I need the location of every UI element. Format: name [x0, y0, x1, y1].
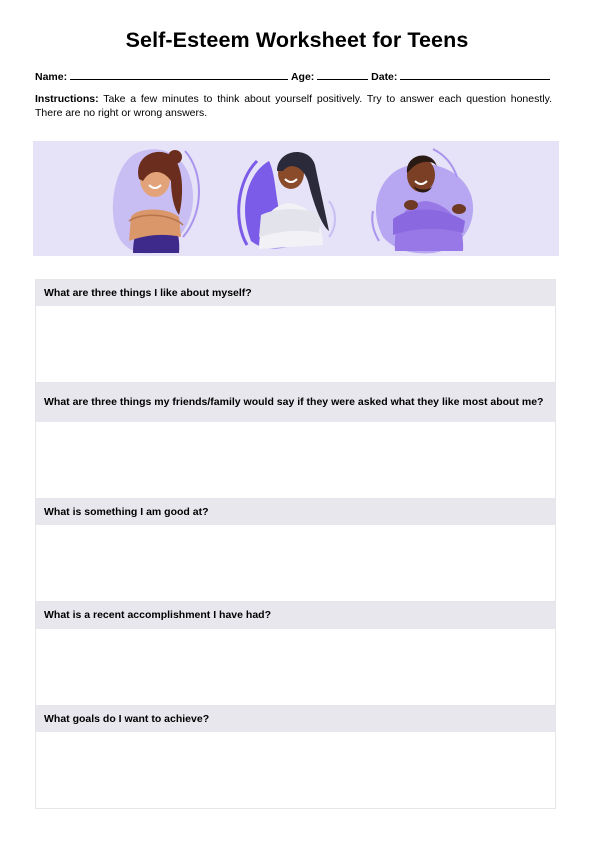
answer-area[interactable]	[36, 732, 555, 808]
question-header: What goals do I want to achieve?	[36, 706, 555, 732]
self-hug-teens-illustration	[33, 141, 559, 256]
question-box-2	[35, 382, 556, 500]
answer-area[interactable]	[36, 525, 555, 602]
teen-2-illustration	[239, 152, 335, 249]
answer-area[interactable]	[36, 422, 555, 499]
instructions	[35, 92, 552, 120]
age-field[interactable]	[317, 70, 368, 80]
question-header: What is a recent accomplishment I have had?	[36, 602, 555, 629]
illustration-banner	[33, 141, 559, 256]
date-label: Date:	[371, 71, 398, 83]
question-box-4	[35, 601, 556, 706]
question-header: What are three things my friends/family would say if they were asked what they like most about me?	[36, 383, 555, 422]
date-field[interactable]	[400, 70, 550, 80]
name-field[interactable]	[70, 70, 288, 80]
teen-1-illustration	[113, 149, 199, 253]
question-box-5	[35, 705, 556, 809]
instructions-text: Take a few minutes to think about yourself positively. Try to answer each question honestly. There are no right or wrong answers.	[35, 93, 552, 119]
question-header: What is something I am good at?	[36, 499, 555, 525]
instructions-label: Instructions:	[35, 93, 99, 105]
answer-area[interactable]	[36, 629, 555, 705]
answer-area[interactable]	[36, 306, 555, 382]
question-box-3	[35, 498, 556, 603]
name-label: Name:	[35, 71, 68, 83]
header-fields	[35, 70, 559, 83]
age-label: Age:	[290, 71, 315, 83]
question-box-1	[35, 279, 556, 383]
page-title: Self-Esteem Worksheet for Teens	[125, 28, 469, 52]
question-header: What are three things I like about myself?	[36, 280, 555, 306]
teen-3-illustration	[372, 149, 473, 253]
